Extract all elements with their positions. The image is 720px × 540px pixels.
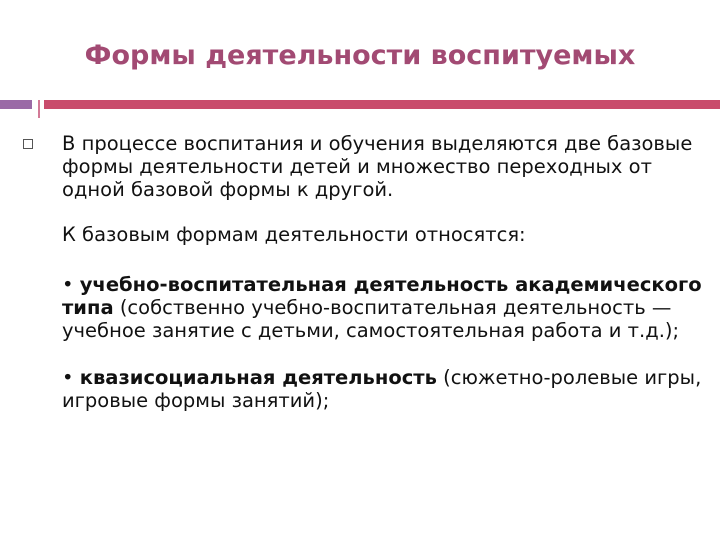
list-item-quasisocial xyxy=(62,366,702,412)
title-rule xyxy=(44,100,720,109)
slide-body xyxy=(62,132,702,412)
list-item-academic-term: учебно-воспитательная деятельность академического типа xyxy=(62,273,702,319)
bullet-icon: • xyxy=(62,366,74,389)
bullet-icon: • xyxy=(62,273,74,296)
title-rule-tick xyxy=(38,100,40,118)
list-item-quasisocial-term: квазисоциальная деятельность xyxy=(79,366,437,389)
square-bullet-icon xyxy=(23,139,33,149)
title-rule-accent xyxy=(0,100,32,109)
list-item-quasisocial-desc: (сюжетно-ролевые игры, игровые формы занятий); xyxy=(62,366,702,412)
list-item-academic-desc: (собственно учебно-воспитательная деятельность — учебное занятие с детьми, самостоятельная работа и т.д.); xyxy=(62,296,680,342)
slide-title: Формы деятельности воспитуемых xyxy=(84,40,636,71)
list-item-academic xyxy=(62,273,702,342)
intro-paragraph: В процессе воспитания и обучения выделяются две базовые формы деятельности детей и множество переходных от одной базовой формы к другой. xyxy=(62,132,693,201)
list-heading: К базовым формам деятельности относятся: xyxy=(62,223,526,246)
